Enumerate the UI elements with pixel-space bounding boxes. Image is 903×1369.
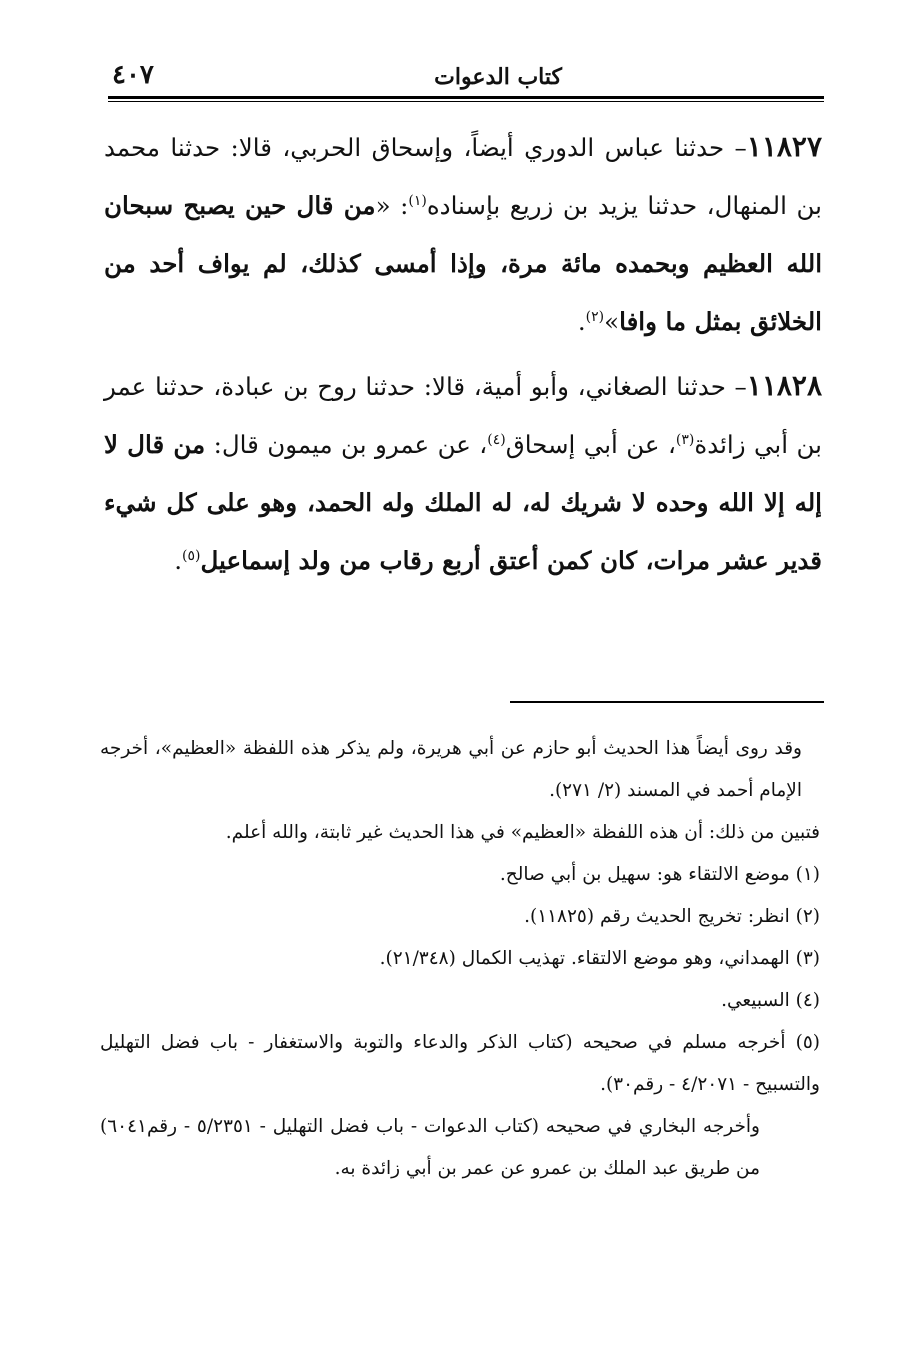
footnote-4: (٤) السبيعي. — [721, 990, 820, 1011]
footnote-ref: (٥) — [182, 547, 201, 564]
footnote-2: (٢) انظر: تخريج الحديث رقم (١١٨٢٥). — [524, 906, 820, 927]
header-rule-thick — [108, 96, 824, 99]
footnote-1: (١) موضع الالتقاء هو: سهيل بن أبي صالح. — [499, 864, 820, 885]
page-number: ٤٠٧ — [112, 60, 154, 90]
hadith-11827 — [104, 118, 822, 351]
hadith-11828 — [104, 357, 822, 590]
running-title: كتاب الدعوات — [434, 64, 562, 90]
period: . — [174, 546, 183, 575]
matn-text: من قال حين يصبح سبحان الله العظيم وبحمده مائة مرة، وإذا أمسى كذلك، لم يواف أحد من الخلائق بمثل ما وافا — [104, 191, 822, 336]
footnote-ref: (٣) — [675, 431, 695, 448]
footnote-5-continued: وأخرجه البخاري في صحيحه (كتاب الدعوات - باب فضل التهليل - ٥/٢٣٥١ - رقم٦٠٤١) من طريق عبد الملك بن عمرو عن عمر بن أبي زائدة به. — [100, 1116, 760, 1179]
period: . — [577, 307, 586, 336]
footnote-ref: (٤) — [487, 431, 506, 448]
matn-text: من قال لا إله إلا الله وحده لا شريك له، له الملك وله الحمد، وهو على كل شيء قدير عشر مرات، كان كمن أعتق أربع رقاب من ولد إسماعيل — [104, 430, 822, 575]
header-rule-thin — [108, 101, 824, 102]
isnad-text: ، عن أبي إسحاق — [505, 430, 676, 459]
isnad-text: – حدثنا عباس الدوري أيضاً، وإسحاق الحربي، قالا: حدثنا محمد بن المنهال، حدثنا يزيد بن زريع بإسناده — [104, 133, 822, 220]
main-text — [104, 118, 822, 596]
hadith-number: ١١٨٢٨ — [746, 369, 822, 402]
footnote-continued: فتبين من ذلك: أن هذه اللفظة «العظيم» في هذا الحديث غير ثابتة، والله أعلم. — [225, 822, 820, 843]
isnad-text: ، عن عمرو بن ميمون قال: — [205, 430, 488, 459]
footnote-continued: وقد روى أيضاً هذا الحديث أبو حازم عن أبي هريرة، ولم يذكر هذه اللفظة «العظيم»، أخرجه الإمام أحمد في المسند (٢/ ٢٧١). — [100, 738, 802, 801]
page-header — [108, 58, 824, 102]
isnad-text: : « — [375, 191, 409, 220]
footnote-5: (٥) أخرجه مسلم في صحيحه (كتاب الذكر والدعاء والتوبة والاستغفار - باب فضل التهليل والتسبيح - ٤/٢٠٧١ - رقم٣٠). — [100, 1032, 820, 1095]
footnote-ref: (٢) — [585, 308, 605, 325]
footnote-separator — [510, 701, 824, 703]
hadith-number: ١١٨٢٧ — [746, 130, 822, 163]
quote-close: » — [604, 307, 620, 336]
footnote-ref: (١) — [408, 192, 427, 209]
footnote-3: (٣) الهمداني، وهو موضع الالتقاء. تهذيب الكمال (٢١/٣٤٨). — [379, 948, 820, 969]
isnad-text: – حدثنا الصغاني، وأبو أمية، قالا: حدثنا روح بن عبادة، حدثنا عمر بن أبي زائدة — [104, 372, 822, 459]
footnotes — [100, 728, 820, 1190]
